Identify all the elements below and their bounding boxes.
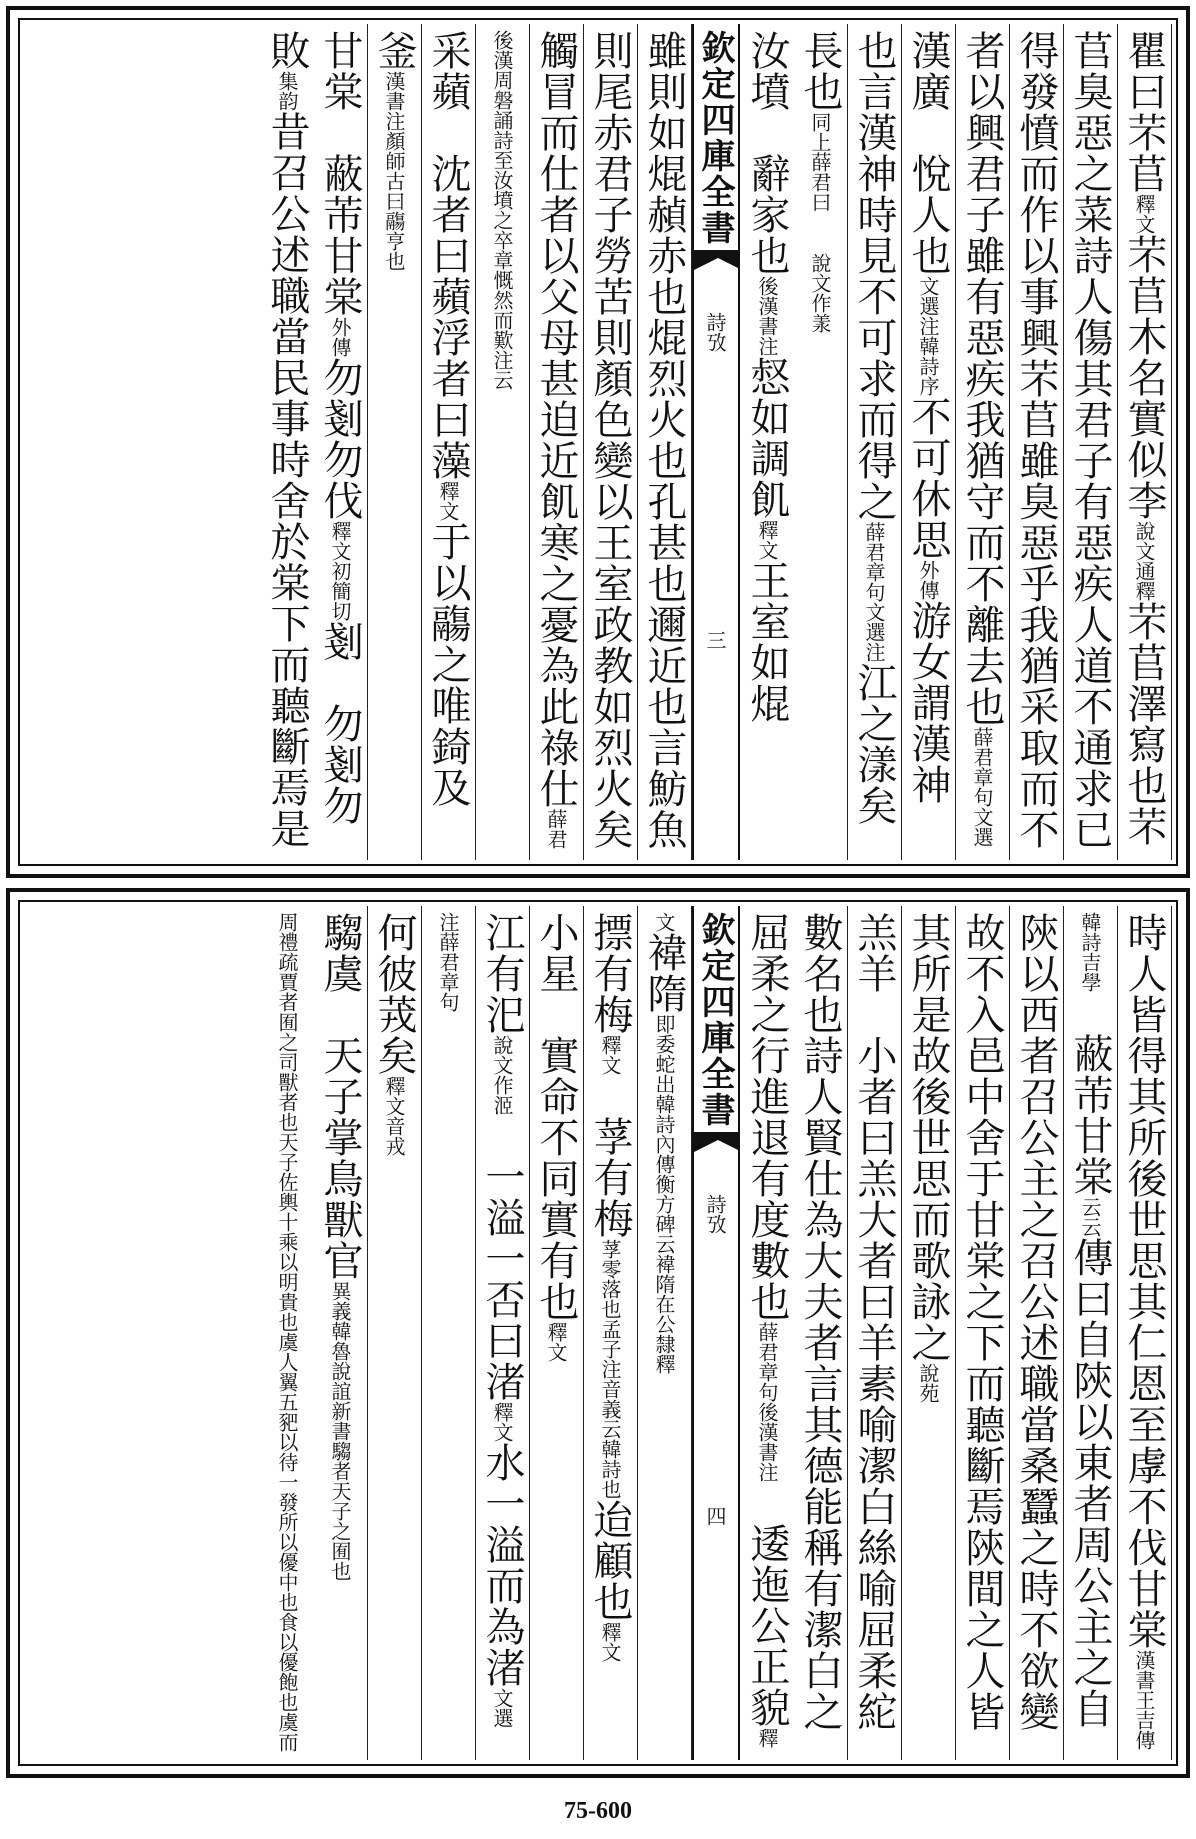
center-strip xyxy=(692,24,740,860)
lower-page-frame xyxy=(6,888,1190,1778)
text-column: 瞿曰芣苢釋文芣苢木名實似李說文通釋芣苢澤寫也芣 xyxy=(1118,24,1172,860)
annotation-note: 薛君章句後漢書注 xyxy=(755,1322,779,1482)
text-column xyxy=(476,24,530,860)
upper-page-frame xyxy=(6,6,1190,878)
annotation-note: 後漢書注 xyxy=(755,276,779,356)
text-column: 釜漢書注顏師古曰鬺亨也 xyxy=(368,24,422,860)
folio-number: 75-600 xyxy=(564,1798,632,1824)
text-column: 屈柔之行進退有度數也薛君章句後漢書注 逶迤公正貌釋 xyxy=(744,912,790,1748)
annotation-note: 薛君章句文選 xyxy=(970,727,994,847)
annotation-note: 漢書注顏師古曰鬺亨也 xyxy=(382,71,406,271)
annotation-note: 莩零落也孟子注音義云韓詩也 xyxy=(598,1239,622,1499)
annotation-note: 即委蛇出韓詩內傳衡方碑云褘隋在公隸釋 xyxy=(652,1014,676,1374)
annotation-note: 說苑 xyxy=(916,1363,940,1403)
annotation-note: 韓詩吉學 xyxy=(1078,912,1102,992)
text-column: 敗集韵昔召公述職當民事時舍於棠下而聽斷焉是 xyxy=(264,30,310,849)
text-column: 其所是故後世思而歌詠之說苑 xyxy=(902,906,956,1760)
text-column: 漢廣 悅人也文選注韓詩序不可休思外傳游女謂漢神 xyxy=(902,24,956,860)
text-column: 觸冒而仕者以父母甚迫近飢寒之憂為此祿仕薛君 xyxy=(530,24,584,860)
annotation-note: 釋文音戎 xyxy=(382,1076,406,1156)
annotation-note: 薛君章句文選注 xyxy=(862,522,886,662)
annotation-note: 外傳 xyxy=(916,560,940,600)
annotation-note: 同上薛君曰 xyxy=(808,112,832,212)
text-column: 陝以西者召公主之召公述職當桑蠶之時不欲變 xyxy=(1010,906,1064,1760)
page-number: 三 xyxy=(703,630,727,650)
annotation-note: 外傳 xyxy=(328,317,352,357)
annotation-note: 集韵 xyxy=(275,71,299,111)
text-column: 雖則如焜赬赤也焜烈火也孔甚也邇近也言魴魚 xyxy=(638,24,692,860)
annotation-note: 薛君 xyxy=(544,809,568,849)
annotation-note: 釋文 xyxy=(598,1622,622,1662)
annotation-note: 注薛君章句 xyxy=(436,912,460,1012)
annotation-note: 說文作羕 xyxy=(808,253,832,333)
annotation-note: 文 xyxy=(652,912,676,932)
annotation-note: 釋文 xyxy=(1132,194,1156,234)
upper-text-columns xyxy=(24,24,1172,860)
text-column: 羔羊 小者曰羔大者曰羊素喻潔白絲喻屈柔紽 xyxy=(848,906,902,1760)
text-column: 者以興君子雖有惡疾我猶守而不離去也薛君章句文選 xyxy=(956,24,1010,860)
text-column: 韓詩吉學 蔽芾甘棠云云傳曰自陝以東者周公主之自 xyxy=(1064,906,1118,1760)
annotation-note: 釋文 xyxy=(436,481,460,521)
text-column: 江有汜說文作洍 一溢一否曰渚釋文水一溢而為渚文選 xyxy=(476,906,530,1760)
annotation-note: 釋文 xyxy=(490,1402,514,1442)
text-column: 采蘋 沈者曰蘋浮者曰藻釋文于以鬺之唯錡及 xyxy=(422,24,476,860)
text-column: 小星 實命不同實有也釋文 xyxy=(530,906,584,1760)
text-column: 文褘隋即委蛇出韓詩內傳衡方碑云褘隋在公隸釋 xyxy=(638,906,692,1760)
center-strip xyxy=(692,906,740,1760)
text-column: 摽有梅釋文 莩有梅莩零落也孟子注音義云韓詩也迨顧也釋文 xyxy=(584,906,638,1760)
annotation-note: 說文作洍 xyxy=(490,1035,514,1115)
annotation-note: 釋 xyxy=(755,1728,779,1748)
annotation-note: 說文通釋 xyxy=(1132,521,1156,601)
annotation-note: 云云 xyxy=(1078,1197,1102,1237)
book-title: 欽定四庫全書 xyxy=(695,912,735,1128)
annotation-note: 文選注韓詩序 xyxy=(916,276,940,396)
annotation-note: 後漢周磐誦詩至汝墳之卒章慨然而歎注云 xyxy=(490,30,514,390)
text-column: 數名也詩人賢仕為大夫者言其德能稱有潔白之 xyxy=(794,906,848,1760)
text-column: 故不入邑中舍于甘棠之下而聽斷焉陝間之人皆 xyxy=(956,906,1010,1760)
book-title: 欽定四庫全書 xyxy=(695,30,735,246)
section-name: 詩攷 xyxy=(703,1194,727,1234)
fishtail-mark-icon xyxy=(694,1132,740,1152)
section-name: 詩攷 xyxy=(703,312,727,352)
annotation-note: 漢書王吉傳 xyxy=(1132,1650,1156,1750)
fishtail-mark-icon xyxy=(694,250,740,270)
annotation-note: 釋文 xyxy=(755,520,779,560)
text-column: 則尾赤君子勞苦則顏色變以王室政教如烈火矣 xyxy=(584,24,638,860)
annotation-note: 周禮疏賈者囿之司獸者也天子佐輿十乘以明貴也虞人翼五豝以待一發所以優中也食以優飽也虞而 xyxy=(275,912,299,1752)
text-column: 何彼茙矣釋文音戎 xyxy=(368,906,422,1760)
text-column: 汝墳 辭家也後漢書注惄如調飢釋文王室如焜 xyxy=(744,30,790,724)
page-number: 四 xyxy=(703,1506,727,1526)
annotation-note: 釋文初簡切 xyxy=(328,521,352,621)
text-column: 苢臭惡之菜詩人傷其君子有惡疾人道不通求已 xyxy=(1064,24,1118,860)
annotation-note: 釋文 xyxy=(598,1035,622,1075)
text-column: 也言漢神時見不可求而得之薛君章句文選注江之漾矣 xyxy=(848,24,902,860)
text-column: 騶虞 天子掌鳥獸官異義韓魯說誼新書騶者天子之囿也 xyxy=(314,906,368,1760)
text-column: 得發憤而作以事興芣苢雖臭惡乎我猶采取而不 xyxy=(1010,24,1064,860)
text-column: 長也同上薛君曰 說文作羕 xyxy=(794,24,848,860)
annotation-note: 釋文 xyxy=(544,1322,568,1362)
annotation-note: 異義韓魯說誼新書騶者天子之囿也 xyxy=(328,1281,352,1581)
text-column xyxy=(260,906,314,1760)
text-column xyxy=(422,906,476,1760)
text-column: 甘棠 蔽芾甘棠外傳勿剗勿伐釋文初簡切剗 勿剗勿 xyxy=(314,24,368,860)
text-column: 時人皆得其所後世思其仁恩至虖不伐甘棠漢書王吉傳 xyxy=(1118,906,1172,1760)
lower-text-columns xyxy=(24,906,1172,1760)
annotation-note: 文選 xyxy=(490,1688,514,1728)
